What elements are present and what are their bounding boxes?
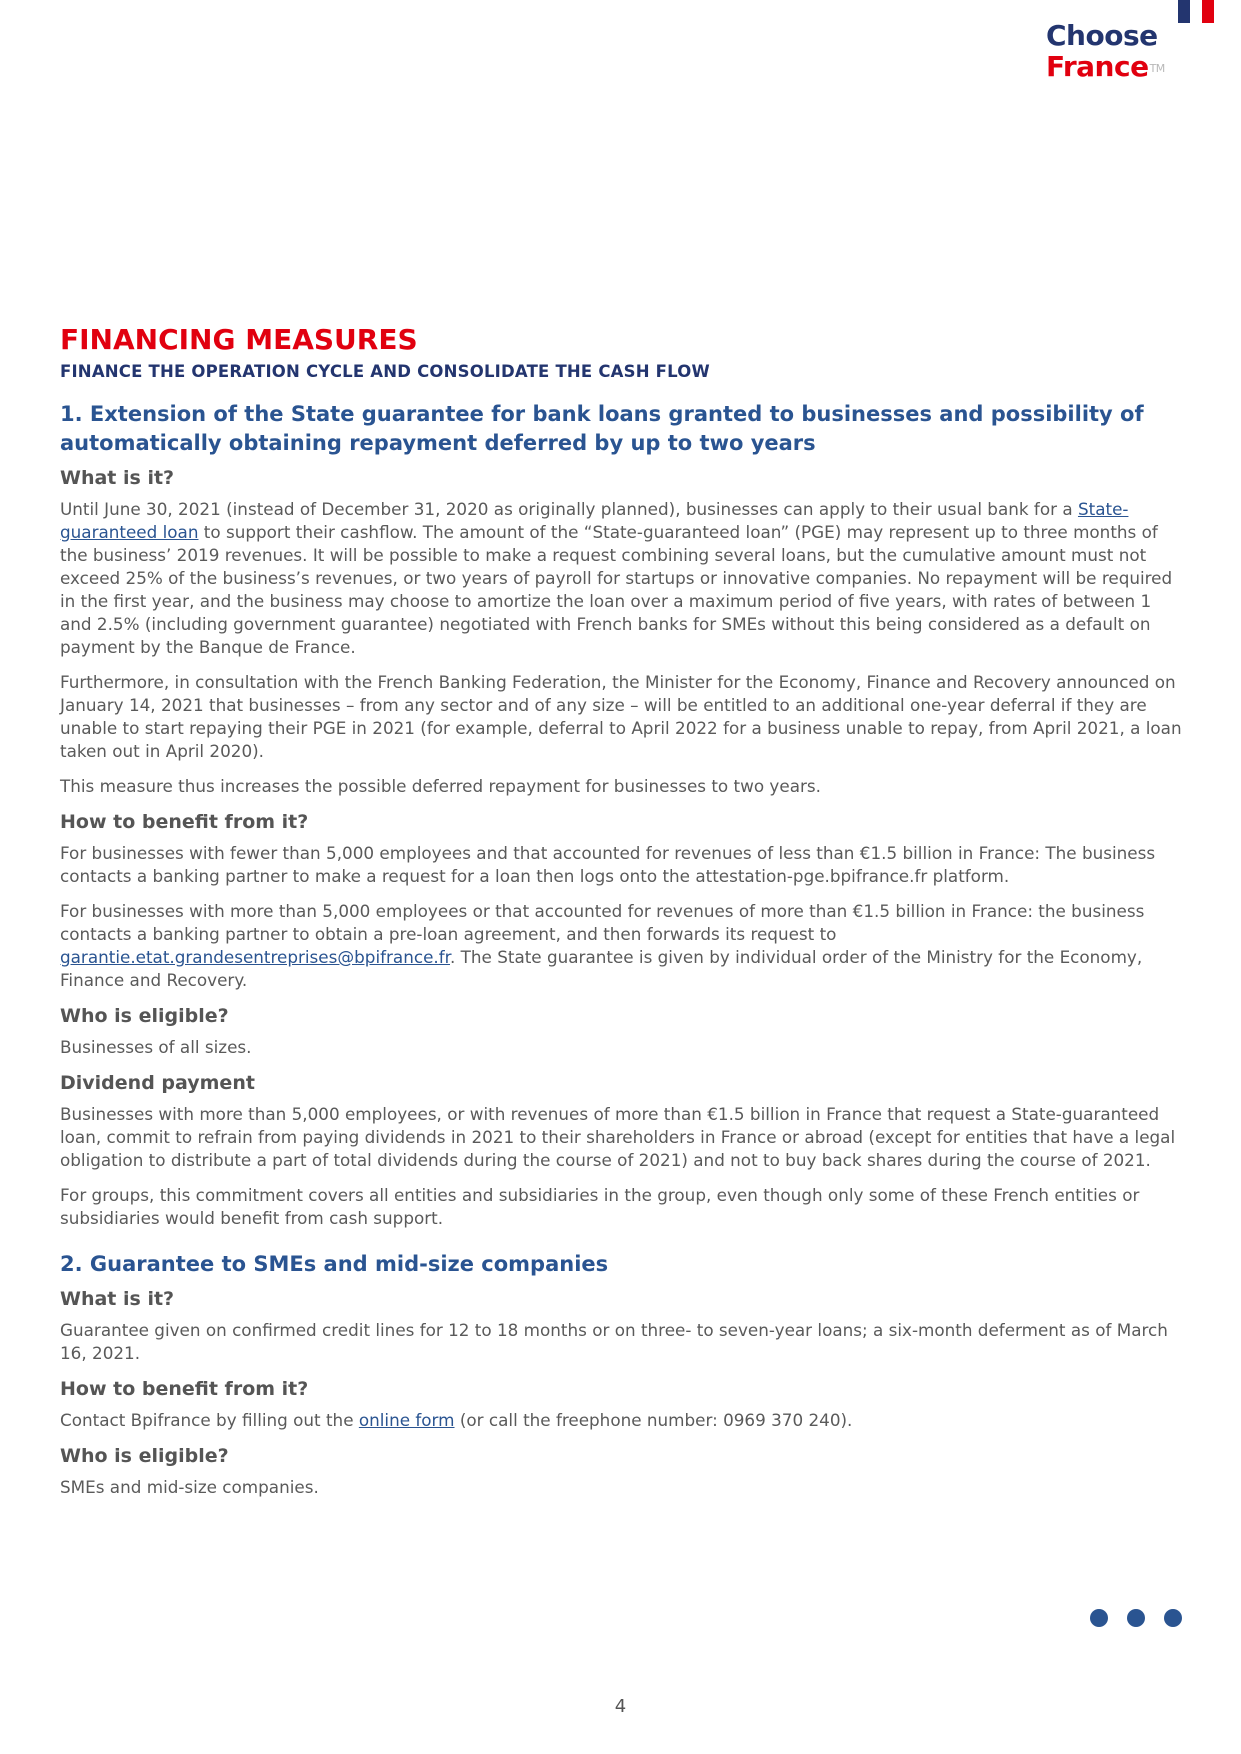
logo-line-choose: Choose (1046, 19, 1158, 52)
section-1-title: 1. Extension of the State guarantee for bank loans granted to businesses and possibility of automatically obtaining repayment deferred by up to two years (60, 402, 1144, 455)
state-guaranteed-loan-link[interactable]: State-guaranteed loan (60, 499, 1129, 542)
page-title: FINANCING MEASURES (60, 323, 418, 356)
section-2-title: 2. Guarantee to SMEs and mid-size companies (60, 1252, 609, 1276)
email-link[interactable]: garantie.etat.grandesentreprises@bpifrance.fr (60, 947, 450, 967)
section-1-what-heading: What is it? (60, 467, 175, 489)
section-2-paragraph-3: SMEs and mid-size companies. (60, 1477, 319, 1497)
section-2-who-heading: Who is eligible? (60, 1445, 229, 1467)
section-1-paragraph-1: Until June 30, 2021 (instead of December 31, 2020 as originally planned), businesses can apply to their usual bank for a State-guaranteed loan to support their cashflow. The amount of the “State-guaranteed loan” (PGE) may represent up to three months of the business’ 2019 revenues. It will be possible to make a request combining several loans, but the cumulative amount must not exceed 25% of the business’s revenues, or two years of payroll for startups or innovative companies. No repayment will be required in the first year, and the business may choose to amortize the loan over a maximum period of five years, with rates of between 1 and 2.5% (including government guarantee) negotiated with French banks for SMEs without this being considered as a default on payment by the Banque de France. (60, 499, 1173, 657)
page-number: 4 (614, 1696, 627, 1717)
dot-icon (1127, 1609, 1145, 1627)
logo-trademark: TM (1149, 62, 1165, 75)
section-1-paragraph-2: Furthermore, in consultation with the French Banking Federation, the Minister for the Economy, Finance and Recovery announced on January 14, 2021 that businesses – from any sector and of any size – will be entitled to an additional one-year deferral if they are unable to start repaying their PGE in 2021 (for example, deferral to April 2022 for a business unable to repay, from April 2021, a loan taken out in April 2020). (60, 672, 1182, 761)
page-subtitle: FINANCE THE OPERATION CYCLE AND CONSOLIDATE THE CASH FLOW (60, 362, 710, 381)
section-2-paragraph-1: Guarantee given on confirmed credit lines for 12 to 18 months or on three- to seven-year loans; a six-month deferment as of March 16, 2021. (60, 1320, 1168, 1363)
section-1-paragraph-3: This measure thus increases the possible deferred repayment for businesses to two years. (60, 776, 821, 796)
section-1-paragraph-6: Businesses of all sizes. (60, 1037, 252, 1057)
logo-line-france: France (1046, 50, 1149, 83)
choose-france-logo (1046, 20, 1164, 82)
section-2-paragraph-2: Contact Bpifrance by filling out the online form (or call the freephone number: 0969 370 240). (60, 1410, 853, 1430)
section-2-how-heading: How to benefit from it? (60, 1378, 309, 1400)
section-1-dividend-heading: Dividend payment (60, 1072, 255, 1094)
section-1-who-heading: Who is eligible? (60, 1005, 229, 1027)
section-1-paragraph-5: For businesses with more than 5,000 employees or that accounted for revenues of more than €1.5 billion in France: the business contacts a banking partner to obtain a pre-loan agreement, and then forwards its request to garantie.etat.grandesentreprises@bpifrance.fr. The State guarantee is given by individual order of the Ministry for the Economy, Finance and Recovery. (60, 901, 1145, 990)
french-flag-icon (1178, 0, 1214, 23)
section-1-paragraph-7: Businesses with more than 5,000 employees, or with revenues of more than €1.5 billion in France that request a State-guaranteed loan, commit to refrain from paying dividends in 2021 to their shareholders in France or abroad (except for entities that have a legal obligation to distribute a part of total dividends during the course of 2021) and not to buy back shares during the course of 2021. (60, 1104, 1176, 1170)
online-form-link[interactable]: online form (358, 1410, 455, 1430)
page-content (60, 318, 1185, 1511)
section-1-how-heading: How to benefit from it? (60, 811, 309, 833)
section-1-paragraph-8: For groups, this commitment covers all entities and subsidiaries in the group, even though only some of these French entities or subsidiaries would benefit from cash support. (60, 1185, 1140, 1228)
dot-icon (1164, 1609, 1182, 1627)
section-2-what-heading: What is it? (60, 1288, 175, 1310)
section-1-paragraph-4: For businesses with fewer than 5,000 employees and that accounted for revenues of less than €1.5 billion in France: The business contacts a banking partner to make a request for a loan then logs onto the attestation-pge.bpifrance.fr platform. (60, 843, 1156, 886)
continuation-dots-icon (1090, 1609, 1182, 1627)
dot-icon (1090, 1609, 1108, 1627)
